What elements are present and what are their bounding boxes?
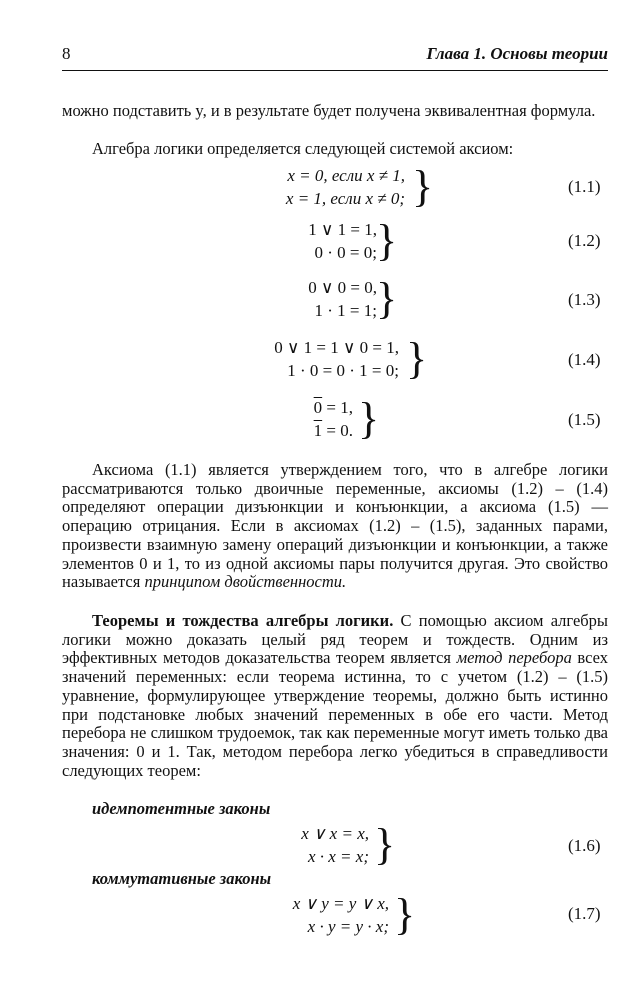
brace: } bbox=[394, 890, 416, 939]
equation-number: (1.2) bbox=[568, 231, 601, 250]
brace: } bbox=[376, 274, 398, 323]
equation-1-5 bbox=[0, 396, 639, 444]
equation-1-7 bbox=[0, 892, 639, 940]
equation-number: (1.1) bbox=[568, 177, 601, 196]
equation-number: (1.7) bbox=[568, 904, 601, 923]
section-heading: Теоремы и тождества алгебры логики. bbox=[92, 611, 394, 630]
equation-number: (1.6) bbox=[568, 836, 601, 855]
paragraph-axioms-intro: Алгебра логики определяется следующей системой аксиом: bbox=[92, 139, 514, 158]
equation-number: (1.4) bbox=[568, 350, 601, 369]
equation-1-2 bbox=[0, 218, 639, 266]
law-title-idempotent: идемпотентные законы bbox=[92, 799, 271, 818]
brace: } bbox=[406, 334, 428, 383]
brace: } bbox=[412, 162, 434, 211]
equation-lines: 0 = 1, 1 = 0. bbox=[313, 398, 353, 440]
equation-lines: x ∨ y = y ∨ x, x · y = y · x; bbox=[292, 894, 389, 936]
equation-number: (1.5) bbox=[568, 410, 601, 429]
page-number: 8 bbox=[62, 44, 71, 63]
brace: } bbox=[376, 216, 398, 265]
law-title-commutative: коммутативные законы bbox=[92, 869, 272, 888]
paragraph-continuation: можно подставить y, и в результате будет получена эквивалентная формула. bbox=[62, 101, 596, 120]
equation-lines: x = 0, если x ≠ 1, x = 1, если x ≠ 0; bbox=[285, 166, 405, 208]
equation-lines: 1 ∨ 1 = 1, 0 · 0 = 0; bbox=[308, 220, 377, 262]
running-header bbox=[62, 44, 608, 71]
equation-1-4 bbox=[0, 336, 639, 384]
equation-1-6 bbox=[0, 822, 639, 870]
equation-1-1 bbox=[0, 164, 639, 212]
equation-number: (1.3) bbox=[568, 290, 601, 309]
paragraph-theorems: Теоремы и тождества алгебры логики. С помощью аксиом алгебры логики можно доказать целый ряд теорем и тождеств. Одним из эффективных методов доказательства теорем является метод перебора всех значений переменных: если теорема истинна, то с учетом (1.2) – (1.5) уравнение, формулирующее утверждение теоремы, должно быть истинно при подстановке любых значений переменных в обе его части. Метод перебора не слишком трудоемок, так как переменные могут иметь только два значения: 0 и 1. Так, методом перебора легко убедиться в справедливости следующих теорем: bbox=[62, 611, 608, 780]
paragraph-axioms-explanation: Аксиома (1.1) является утверждением того, что в алгебре логики рассматриваются только двоичные переменные, аксиомы (1.2) – (1.4) определяют операции дизъюнкции и конъюнкции, а аксиома (1.5) — операцию отрицания. Если в аксиомах (1.2) – (1.5), заданных парами, произвести взаимную замену операций дизъюнкции и конъюнкции, а также элементов 0 и 1, то из одной аксиомы пары получится другая. Это свойство называется принципом двойственности. bbox=[62, 460, 608, 592]
brace: } bbox=[358, 394, 380, 443]
equation-lines: 0 ∨ 1 = 1 ∨ 0 = 1, 1 · 0 = 0 · 1 = 0; bbox=[274, 338, 399, 380]
equation-lines: 0 ∨ 0 = 0, 1 · 1 = 1; bbox=[308, 278, 377, 320]
chapter-title: Глава 1. Основы теории bbox=[426, 44, 608, 63]
equation-1-3 bbox=[0, 276, 639, 324]
equation-lines: x ∨ x = x, x · x = x; bbox=[301, 824, 369, 866]
brace: } bbox=[374, 820, 396, 869]
